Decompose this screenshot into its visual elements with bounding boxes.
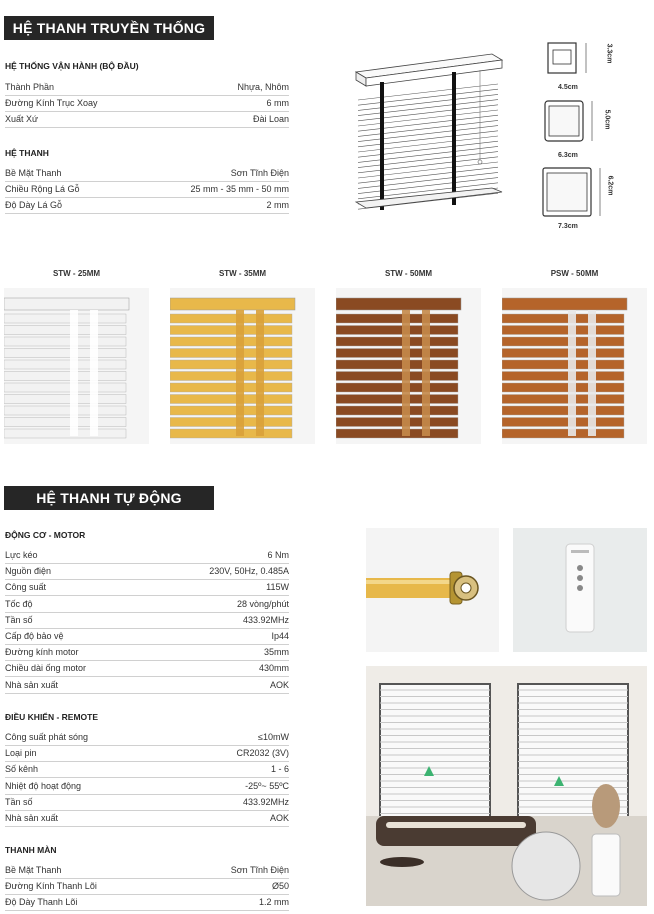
spec-row bbox=[5, 660, 289, 677]
spec-value: 6 mm bbox=[266, 98, 289, 109]
spec-value: AOK bbox=[269, 813, 289, 823]
spec-row bbox=[5, 612, 289, 629]
spec-label: Đường Kính Trục Xoay bbox=[5, 98, 98, 109]
category-swatch bbox=[502, 288, 647, 444]
profile-large-icon bbox=[538, 163, 608, 223]
spec-row bbox=[5, 810, 289, 827]
profile-large-width: 7.3cm bbox=[558, 223, 578, 230]
spec-label: Lực kéo bbox=[5, 550, 38, 560]
spec-row bbox=[5, 95, 289, 112]
profile-small-height: 3.3cm bbox=[605, 43, 613, 64]
spec-value: 430mm bbox=[258, 663, 289, 674]
spec-row bbox=[5, 165, 289, 182]
spec-row bbox=[5, 761, 289, 778]
category-label: PSW - 50MM bbox=[550, 269, 599, 278]
spec-label: Độ Dày Thanh Lõi bbox=[5, 897, 78, 908]
spec-value: Ip44 bbox=[271, 631, 289, 641]
category-swatch bbox=[170, 288, 315, 444]
spec-label: Chiều Rộng Lá Gỗ bbox=[5, 184, 80, 195]
section-title-traditional: HỆ THANH TRUYỀN THỐNG bbox=[4, 16, 214, 40]
operating-system-title: HỆ THỐNG VẬN HÀNH (BỘ ĐẦU) bbox=[5, 61, 139, 71]
spec-label: Đường Kính Thanh Lõi bbox=[5, 881, 97, 892]
spec-row bbox=[5, 579, 289, 596]
spec-label: Tần số bbox=[5, 614, 33, 625]
blind-diagram bbox=[352, 50, 512, 220]
slat-system-title: HỆ THANH bbox=[5, 148, 49, 158]
spec-value: 6 Nm bbox=[267, 550, 289, 560]
spec-row bbox=[5, 745, 289, 762]
spec-row bbox=[5, 878, 289, 895]
profile-small-width: 4.5cm bbox=[558, 84, 578, 91]
spec-value: 115W bbox=[266, 582, 289, 593]
spec-row bbox=[5, 628, 289, 645]
room-photo bbox=[366, 666, 647, 906]
spec-label: Nhiệt độ hoạt động bbox=[5, 780, 82, 791]
spec-label: Thành Phần bbox=[5, 82, 55, 92]
spec-value: -25º~ 55ºC bbox=[245, 780, 289, 791]
spec-label: Công suất phát sóng bbox=[5, 732, 89, 742]
spec-value: 1.2 mm bbox=[258, 897, 289, 908]
profile-large-height: 6.2cm bbox=[606, 175, 614, 196]
spec-label: Bề Mặt Thanh bbox=[5, 168, 62, 178]
spec-value: 25 mm - 35 mm - 50 mm bbox=[190, 184, 289, 195]
category-label: STW - 35MM bbox=[218, 269, 267, 278]
category-label: STW - 25MM bbox=[52, 269, 101, 278]
spec-row bbox=[5, 894, 289, 911]
spec-label: Tần số bbox=[5, 796, 33, 807]
remote-title: ĐIỀU KHIỂN - REMOTE bbox=[5, 712, 99, 722]
spec-row bbox=[5, 644, 289, 661]
spec-label: Bề Mặt Thanh bbox=[5, 865, 62, 875]
spec-row bbox=[5, 79, 289, 96]
profile-medium-height: 5.0cm bbox=[603, 109, 611, 130]
spec-value: 230V, 50Hz, 0.485A bbox=[209, 566, 289, 577]
spec-row bbox=[5, 563, 289, 580]
spec-label: Loại pin bbox=[5, 748, 37, 759]
spec-row bbox=[5, 111, 289, 128]
spec-row bbox=[5, 794, 289, 811]
spec-value: ≤10mW bbox=[258, 732, 289, 742]
spec-value: 433.92MHz bbox=[242, 614, 289, 625]
category-label: STW - 50MM bbox=[384, 269, 433, 278]
spec-label: Công suất bbox=[5, 582, 47, 593]
spec-label: Nhà sản xuất bbox=[5, 679, 59, 690]
spec-value: Nhựa, Nhôm bbox=[237, 82, 289, 92]
spec-value: Ø50 bbox=[271, 881, 289, 892]
spec-row bbox=[5, 197, 289, 214]
spec-value: 433.92MHz bbox=[242, 796, 289, 807]
spec-row bbox=[5, 862, 289, 879]
profile-medium-width: 6.3cm bbox=[558, 152, 578, 159]
category-swatch bbox=[4, 288, 149, 444]
spec-value: AOK bbox=[269, 679, 289, 690]
profile-small-icon bbox=[543, 38, 603, 83]
spec-label: Độ Dày Lá Gỗ bbox=[5, 200, 63, 211]
spec-row bbox=[5, 547, 289, 564]
spec-label: Đường kính motor bbox=[5, 647, 79, 658]
spec-row bbox=[5, 677, 289, 694]
spec-label: Xuất Xứ bbox=[5, 114, 39, 125]
remote-photo bbox=[513, 528, 647, 652]
category-swatch bbox=[336, 288, 481, 444]
spec-value: 1 - 6 bbox=[270, 764, 289, 775]
spec-value: Sơn Tĩnh Điện bbox=[230, 168, 289, 178]
section-title-automatic: HỆ THANH TỰ ĐỘNG bbox=[4, 486, 214, 510]
spec-value: 2 mm bbox=[266, 200, 289, 211]
spec-label: Cấp độ bảo vệ bbox=[5, 631, 64, 641]
spec-label: Số kênh bbox=[5, 764, 39, 775]
spec-value: Đài Loan bbox=[252, 114, 289, 125]
profile-medium-icon bbox=[540, 96, 604, 148]
spec-label: Nhà sản xuất bbox=[5, 813, 59, 823]
spec-label: Chiều dài ống motor bbox=[5, 663, 87, 674]
spec-row bbox=[5, 729, 289, 746]
spec-row bbox=[5, 596, 289, 613]
rail-title: THANH MÀN bbox=[5, 845, 57, 855]
spec-value: CR2032 (3V) bbox=[236, 748, 289, 759]
spec-row bbox=[5, 778, 289, 795]
motor-photo bbox=[366, 528, 499, 652]
spec-value: 28 vòng/phút bbox=[236, 598, 289, 609]
spec-value: Sơn Tĩnh Điện bbox=[230, 865, 289, 875]
spec-value: 35mm bbox=[263, 647, 289, 658]
spec-label: Nguồn điện bbox=[5, 566, 52, 577]
motor-title: ĐỘNG CƠ - MOTOR bbox=[5, 530, 86, 540]
spec-row bbox=[5, 181, 289, 198]
spec-label: Tốc độ bbox=[5, 598, 33, 609]
